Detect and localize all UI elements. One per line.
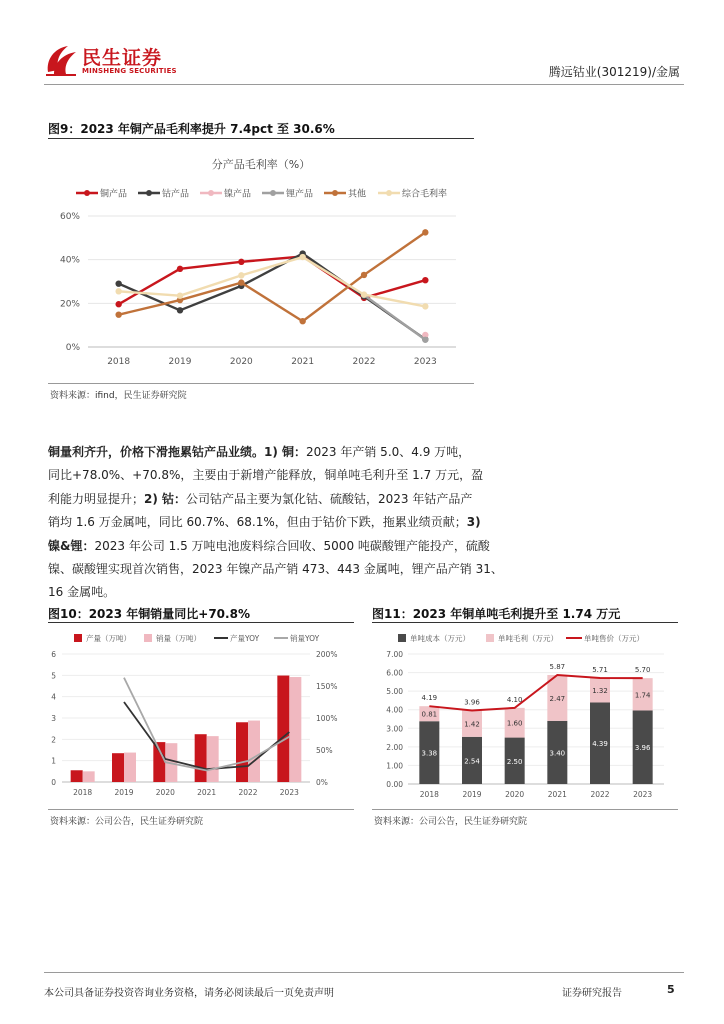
- x-tick-label: 2022: [590, 790, 610, 799]
- paragraph-run: 利能力明显提升；: [48, 491, 145, 506]
- data-label-price: 3.96: [464, 698, 480, 707]
- y-tick-label: 60%: [59, 212, 80, 222]
- legend-label: 铜产品: [100, 189, 128, 200]
- legend-label: 销量YOY: [290, 634, 320, 643]
- data-point: [299, 254, 305, 260]
- fig11-title: 图11：2023 年铜单吨毛利提升至 1.74 万元: [372, 607, 621, 621]
- data-point: [361, 291, 367, 297]
- y2-tick-label: 0%: [316, 778, 328, 787]
- data-point: [177, 307, 183, 313]
- legend-swatch: [486, 634, 494, 642]
- x-tick-label: 2022: [352, 357, 376, 367]
- y-tick-label: 0%: [65, 343, 80, 353]
- report-subject: 腾远钴业(301219)/金属: [548, 65, 680, 79]
- data-label-margin: 1.32: [592, 687, 608, 696]
- legend-label: 锂产品: [286, 189, 314, 200]
- price-line: [429, 675, 642, 710]
- y2-tick-label: 50%: [316, 746, 333, 755]
- y-tick-label: 3: [51, 714, 56, 723]
- data-point: [177, 292, 183, 298]
- x-tick-label: 2021: [197, 788, 217, 797]
- bar: [289, 677, 301, 782]
- x-tick-label: 2021: [547, 790, 567, 799]
- fig10-source-divider: [48, 809, 354, 810]
- paragraph-bold-run: 铜量利齐升，价格下滑拖累钴产品业绩。1) 铜：: [48, 445, 307, 459]
- data-label-price: 5.71: [592, 665, 608, 674]
- bar: [71, 770, 83, 782]
- data-label-cost: 3.38: [421, 749, 438, 758]
- data-label-cost: 2.54: [464, 757, 480, 766]
- legend-label: 单吨售价（万元）: [584, 634, 644, 643]
- legend-swatch: [144, 634, 152, 642]
- bar: [124, 753, 136, 782]
- x-tick-label: 2020: [505, 790, 525, 799]
- series-line: [364, 295, 425, 340]
- y2-tick-label: 150%: [316, 682, 338, 691]
- legend-marker: [332, 190, 338, 196]
- paragraph-run: 2023 年公司 1.5 万吨电池废料综合回收、5000 吨碳酸锂产能投产，硫酸: [94, 538, 490, 553]
- legend-label: 销量（万吨）: [156, 634, 201, 643]
- paragraph-line: [48, 511, 481, 534]
- y-tick-label: 40%: [59, 255, 80, 266]
- chart-title: 分产品毛利率（%）: [211, 158, 311, 171]
- y2-tick-label: 100%: [316, 714, 338, 723]
- data-point: [115, 280, 121, 286]
- data-point: [238, 279, 244, 285]
- paragraph-run: 销均 1.6 万金属吨，同比 60.7%、68.1%，但由于钴价下跌，拖累业绩贡献；: [48, 515, 467, 530]
- x-tick-label: 2019: [114, 788, 134, 797]
- x-tick-label: 2021: [291, 357, 315, 367]
- y-tick-label: 5: [51, 671, 56, 681]
- fig10-source: 资料来源：公司公告，民生证券研究院: [50, 817, 204, 827]
- data-label-margin: 1.74: [634, 691, 651, 700]
- data-label-cost: 4.39: [592, 740, 608, 749]
- data-point: [238, 259, 244, 265]
- fig10-chart: [48, 626, 354, 806]
- header-divider: [44, 84, 684, 85]
- logo-subtext: MINSHENG SECURITIES: [82, 67, 177, 75]
- legend-marker: [146, 190, 152, 196]
- legend-label: 其他: [348, 189, 367, 200]
- x-tick-label: 2023: [413, 357, 437, 367]
- legend-swatch: [398, 634, 406, 642]
- paragraph-run: 2023 年产销 5.0、4.9 万吨，: [306, 445, 471, 459]
- fig11-source: 资料来源：公司公告，民生证券研究院: [374, 817, 528, 827]
- fig9-chart: [48, 142, 474, 378]
- y-tick-label: 1: [51, 756, 56, 766]
- logo-text: 民生证券: [82, 47, 163, 69]
- footer-divider: [44, 972, 684, 973]
- x-tick-label: 2023: [633, 790, 653, 799]
- y-tick-label: 4: [51, 692, 56, 702]
- paragraph-run: 同比+78.0%、+70.8%，主要由于新增产能释放，铜单吨毛利升至 1.7 万元，盈: [48, 468, 484, 483]
- x-tick-label: 2018: [419, 790, 439, 799]
- paragraph-run: 16 金属吨。: [48, 585, 116, 600]
- x-tick-label: 2020: [155, 788, 175, 797]
- y-tick-label: 6.00: [386, 668, 403, 678]
- legend-marker: [208, 190, 214, 196]
- legend-label: 产量（万吨）: [86, 634, 131, 643]
- bar: [236, 722, 248, 782]
- data-label-margin: 2.47: [549, 694, 566, 703]
- legend-label: 产量YOY: [230, 634, 260, 643]
- company-logo-mark: [44, 42, 78, 78]
- legend-marker: [270, 190, 276, 196]
- data-point: [177, 266, 183, 272]
- legend-swatch: [74, 634, 82, 642]
- paragraph-line: [48, 535, 490, 558]
- data-label-price: 5.87: [549, 662, 566, 671]
- data-point: [299, 318, 305, 324]
- bar: [207, 736, 219, 782]
- legend-label: 综合毛利率: [402, 189, 448, 200]
- bar: [248, 721, 260, 782]
- y-tick-label: 1.00: [386, 761, 403, 771]
- paragraph-line: [48, 441, 474, 464]
- y-tick-label: 6: [51, 650, 56, 659]
- paragraph-line: [48, 488, 474, 511]
- body-paragraph: [48, 441, 503, 605]
- data-point: [115, 311, 121, 317]
- y-tick-label: 0: [51, 778, 56, 787]
- paragraph-bold-run: 镍&锂：: [48, 538, 95, 553]
- paragraph-line: [48, 464, 484, 487]
- data-label-price: 4.19: [421, 694, 438, 703]
- bar: [195, 734, 207, 782]
- bar: [83, 771, 95, 782]
- data-label-price: 4.10: [506, 695, 523, 704]
- page-number: 5: [667, 983, 675, 996]
- data-label-margin: 1.60: [506, 719, 523, 728]
- y2-tick-label: 200%: [316, 650, 338, 659]
- data-point: [115, 288, 121, 294]
- data-point: [422, 303, 428, 309]
- y-tick-label: 7.00: [386, 650, 403, 659]
- paragraph-run: 镍、碳酸锂实现首次销售，2023 年镍产品产销 473、443 金属吨，锂产品产销 31、: [48, 562, 503, 577]
- y-tick-label: 3.00: [386, 724, 403, 734]
- x-tick-label: 2018: [73, 788, 93, 797]
- legend-label: 钴产品: [162, 189, 190, 200]
- fig10-title-underline: [48, 622, 354, 623]
- fig9-title: 图9：2023 年铜产品毛利率提升 7.4pct 至 30.6%: [48, 122, 335, 136]
- y-tick-label: 0.00: [386, 780, 403, 789]
- footer-report-type: 证券研究报告: [562, 988, 622, 999]
- data-label-cost: 3.40: [549, 749, 566, 758]
- paragraph-bold-run: 2) 钴：: [144, 491, 187, 506]
- fig11-source-divider: [372, 809, 678, 810]
- legend-label: 单吨毛利（万元）: [498, 634, 558, 643]
- data-point: [361, 272, 367, 278]
- x-tick-label: 2022: [238, 788, 258, 797]
- data-point: [422, 337, 428, 343]
- legend-label: 镍产品: [224, 189, 252, 200]
- fig9-source-divider: [48, 383, 474, 384]
- data-point: [422, 229, 428, 235]
- y-tick-label: 5.00: [386, 687, 403, 697]
- legend-marker: [84, 190, 90, 196]
- footer-disclaimer: 本公司具备证券投资咨询业务资格，请务必阅读最后一页免责声明: [44, 988, 334, 999]
- data-label-cost: 2.50: [506, 757, 523, 766]
- paragraph-bold-run: 3): [466, 515, 481, 530]
- data-point: [115, 301, 121, 307]
- data-label-margin: 0.81: [421, 710, 438, 719]
- data-point: [238, 272, 244, 278]
- bar: [112, 753, 124, 782]
- x-tick-label: 2023: [279, 788, 299, 797]
- y-tick-label: 4.00: [386, 705, 403, 715]
- data-point: [422, 277, 428, 283]
- x-tick-label: 2019: [168, 357, 192, 367]
- fig9-source: 资料来源：ifind，民生证券研究院: [50, 391, 187, 401]
- data-label-price: 5.70: [634, 666, 651, 675]
- legend-marker: [386, 190, 392, 196]
- fig9-title-underline: [48, 138, 474, 139]
- x-tick-label: 2019: [462, 790, 482, 799]
- data-label-cost: 3.96: [634, 744, 651, 753]
- x-tick-label: 2018: [107, 357, 131, 367]
- fig10-title: 图10：2023 年铜销量同比+70.8%: [48, 607, 250, 621]
- x-tick-label: 2020: [229, 357, 253, 367]
- fig11-chart: [372, 626, 678, 806]
- fig11-title-underline: [372, 622, 678, 623]
- y-tick-label: 20%: [59, 299, 80, 310]
- y-tick-label: 2: [51, 735, 56, 745]
- y-tick-label: 2.00: [386, 742, 403, 752]
- data-label-margin: 1.42: [464, 720, 480, 729]
- bar: [277, 676, 289, 782]
- paragraph-line: [48, 558, 503, 581]
- paragraph-run: 公司钴产品主要为氯化钴、硫酸钴，2023 年钴产品产: [186, 491, 473, 506]
- legend-label: 单吨成本（万元）: [410, 634, 470, 643]
- paragraph-line: [48, 581, 474, 604]
